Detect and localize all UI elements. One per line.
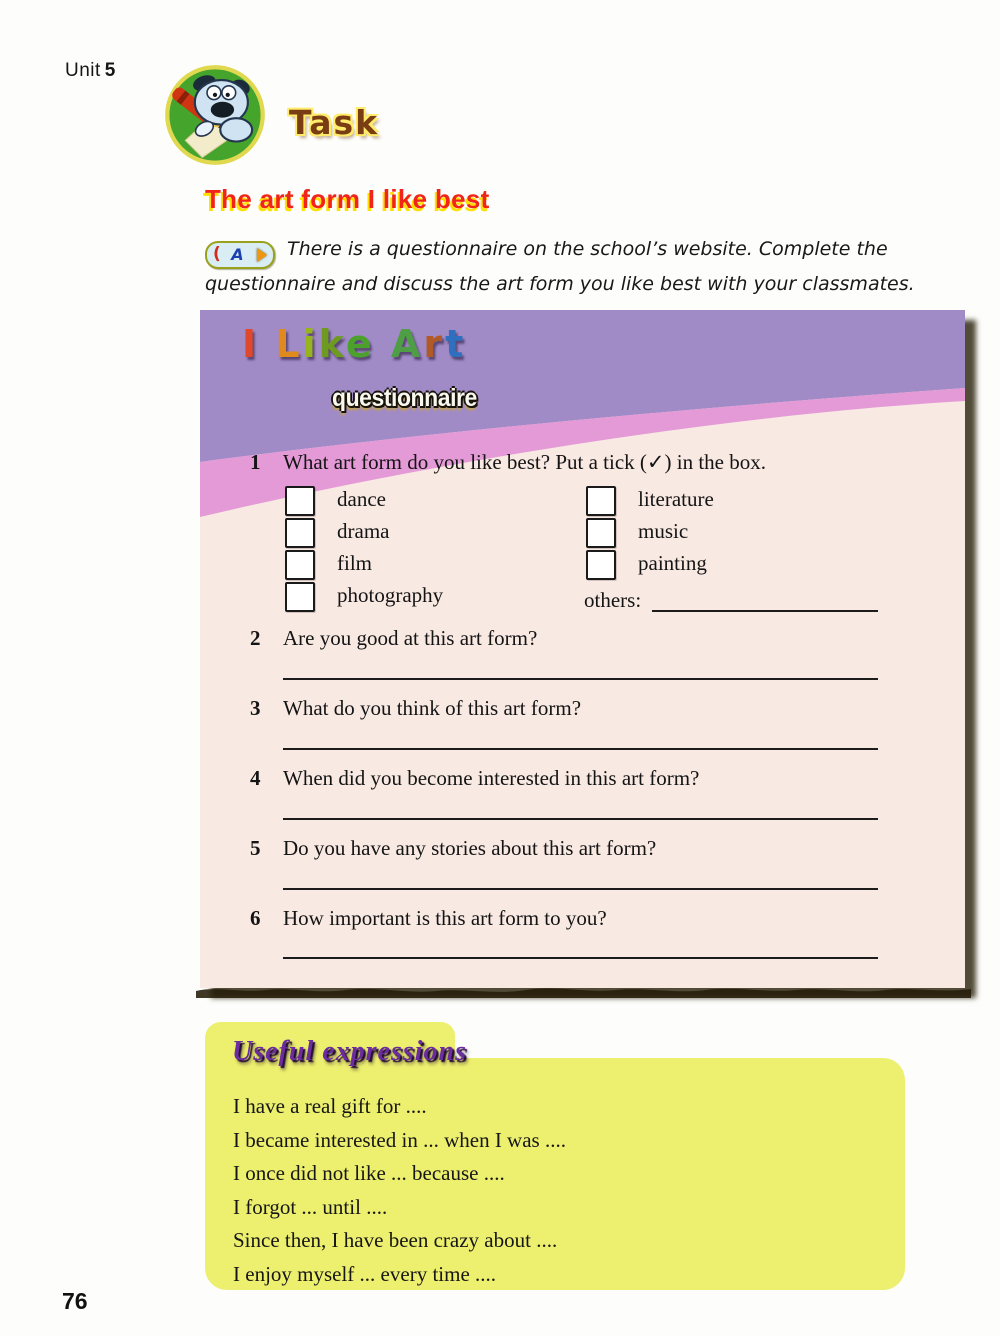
- art-form-label-film: film: [337, 551, 372, 575]
- question-3-number: 3: [250, 696, 261, 720]
- question-1-text: What art form do you like best? Put a tick (✓) in the box.: [283, 450, 766, 474]
- expression-line: I once did not like ... because ....: [233, 1161, 505, 1185]
- answer-line-q6[interactable]: [283, 957, 878, 959]
- unit-label: [65, 60, 116, 82]
- expression-line: I have a real gift for ....: [233, 1094, 427, 1118]
- questionnaire-card: [200, 310, 965, 988]
- useful-expressions-title: Useful expressions: [232, 1036, 468, 1067]
- section-heading: The art form I like best: [205, 184, 490, 214]
- question-5-text: Do you have any stories about this art form?: [283, 836, 657, 860]
- unit-word: Unit: [65, 60, 101, 81]
- question-6-text: How important is this art form to you?: [283, 906, 607, 930]
- art-form-label-photography: photography: [337, 583, 444, 607]
- page-number: 76: [62, 1288, 88, 1314]
- question-2-text: Are you good at this art form?: [283, 626, 538, 650]
- others-input-line[interactable]: [652, 610, 878, 612]
- unit-number: 5: [104, 60, 116, 81]
- play-triangle-icon: [257, 248, 267, 262]
- answer-line-q4[interactable]: [283, 818, 878, 820]
- art-form-checkbox-photography[interactable]: [285, 582, 315, 612]
- art-form-label-literature: literature: [638, 487, 714, 511]
- answer-line-q2[interactable]: [283, 678, 878, 680]
- others-label: others:: [584, 588, 642, 612]
- expression-line: I enjoy myself ... every time ....: [233, 1261, 497, 1286]
- art-form-label-drama: drama: [337, 519, 390, 543]
- task-dog-icon: [162, 62, 268, 168]
- question-6-number: 6: [250, 906, 261, 930]
- question-1-number: 1: [250, 450, 261, 474]
- answer-line-q5[interactable]: [283, 888, 878, 890]
- badge-letter: A: [231, 244, 244, 264]
- question-2-number: 2: [250, 626, 261, 650]
- art-form-label-music: music: [638, 519, 689, 543]
- part-a-badge: [205, 241, 275, 269]
- question-4-text: When did you become interested in this art form?: [283, 766, 700, 790]
- task-logo-label: Task: [289, 103, 380, 142]
- useful-expressions-card: [205, 1022, 905, 1290]
- question-3-text: What do you think of this art form?: [283, 696, 582, 720]
- answer-line-q3[interactable]: [283, 748, 878, 750]
- torn-edge-shadow: [196, 982, 971, 998]
- task-instruction: [205, 234, 969, 299]
- art-form-checkbox-film[interactable]: [285, 550, 315, 580]
- art-form-label-dance: dance: [337, 487, 386, 511]
- question-5-number: 5: [250, 836, 261, 860]
- quiz-subtitle: questionnaire: [332, 384, 477, 412]
- question-4-number: 4: [250, 766, 261, 790]
- art-form-checkbox-painting[interactable]: [586, 550, 616, 580]
- useful-expressions-list: [233, 1090, 873, 1291]
- quiz-title: I Like Art: [242, 322, 467, 366]
- art-form-checkbox-music[interactable]: [586, 518, 616, 548]
- expression-line: Since then, I have been crazy about ....: [233, 1228, 558, 1252]
- art-form-checkbox-dance[interactable]: [285, 486, 315, 516]
- art-form-label-painting: painting: [638, 551, 707, 575]
- art-form-checkbox-drama[interactable]: [285, 518, 315, 548]
- expression-line: I became interested in ... when I was ....: [233, 1127, 566, 1152]
- expression-line: I forgot ... until ....: [233, 1194, 388, 1219]
- instruction-text: There is a questionnaire on the school’s website. Complete the questionnaire and discuss the art form you like best with your classmates.: [205, 238, 915, 295]
- art-form-checkbox-literature[interactable]: [586, 486, 616, 516]
- badge-paren-mark: (: [213, 244, 221, 264]
